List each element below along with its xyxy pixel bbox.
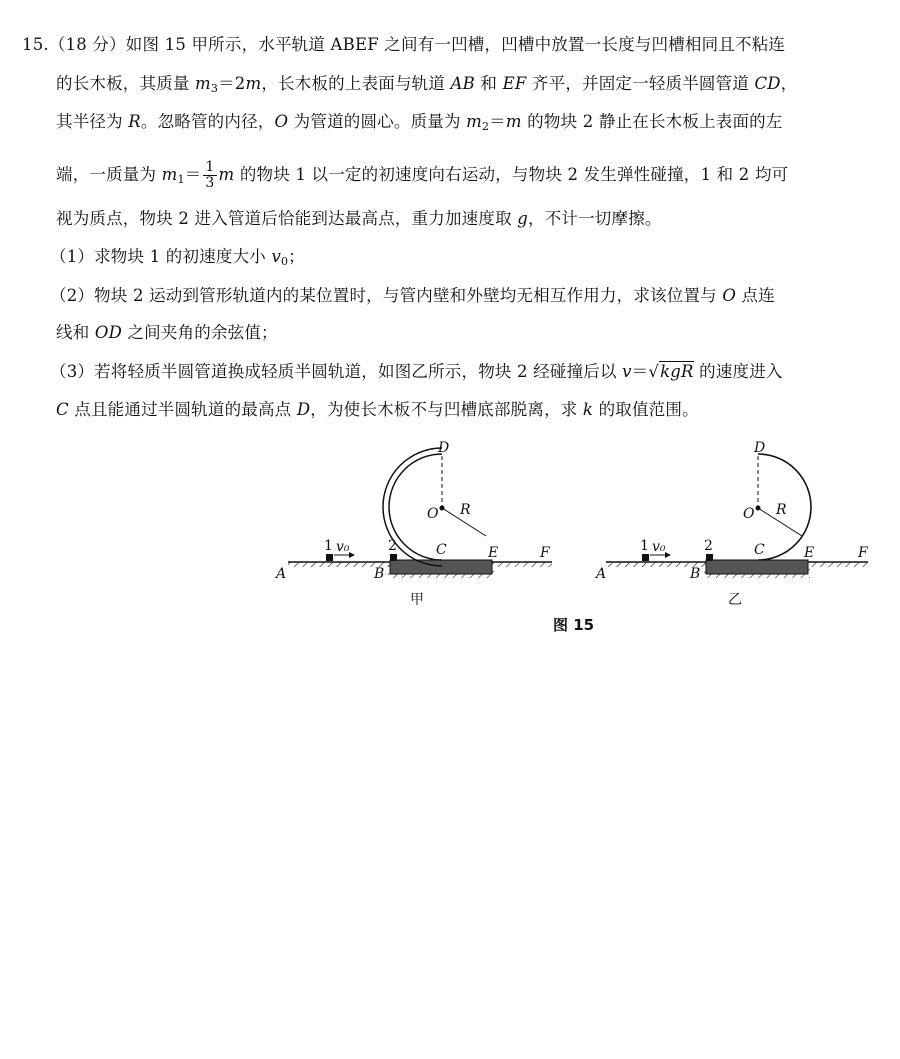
math-var: O (274, 112, 289, 131)
text: ，长木板的上表面与轨道 (261, 74, 451, 93)
ground-hatch (808, 562, 868, 567)
math-var: OD (94, 323, 123, 342)
math-var: D (296, 400, 311, 419)
block-1 (642, 554, 649, 561)
label-block-1: 1 (640, 538, 649, 554)
text: ＝ (489, 112, 506, 131)
label-c: C (754, 542, 765, 558)
text: 的物块 2 静止在长木板上表面的左 (521, 112, 783, 131)
text: ＝2 (218, 74, 246, 93)
text: ，为使长木板不与凹槽底部脱离，求 (310, 400, 583, 419)
long-board (706, 560, 808, 574)
label-r: R (460, 502, 471, 518)
question-3-line-2 (56, 402, 900, 418)
text: （2）物块 2 运动到管形轨道内的某位置时，与管内壁和外壁均无相互作用力，求该位置与 (50, 286, 723, 305)
text: 的取值范围。 (593, 400, 699, 419)
math-sub: 1 (177, 173, 185, 186)
problem-line-1 (22, 37, 872, 53)
label-r: R (776, 502, 787, 518)
problem-line-5 (56, 211, 900, 227)
text: ，不计一切摩擦。 (528, 209, 662, 228)
math-sub: 3 (210, 82, 219, 95)
figure-caption: 图 15 (553, 616, 595, 634)
text: （1）求物块 1 的初速度大小 (50, 247, 272, 266)
text: 点连 (736, 286, 775, 305)
text: ； (288, 247, 305, 266)
question-1 (50, 247, 900, 268)
label-yi: 乙 (728, 592, 742, 608)
figure-right (594, 440, 869, 608)
block-2 (706, 554, 713, 561)
problem-line-3 (56, 112, 900, 133)
text: 其半径为 (56, 112, 129, 131)
block-1 (326, 554, 333, 561)
problem-text: 如图 15 甲所示，水平轨道 ABEF 之间有一凹槽，凹槽中放置一长度与凹槽相同且不粘连 (125, 35, 786, 54)
text: 点且能通过半圆轨道的最高点 (68, 400, 297, 419)
text: 之间夹角的余弦值； (122, 323, 278, 342)
label-v0: v₀ (336, 539, 350, 555)
math-sub: 2 (481, 120, 490, 133)
problem-number: 15. (22, 35, 49, 54)
fraction-numerator: 1 (205, 159, 215, 175)
block-2 (390, 554, 397, 561)
figure-diagram (270, 438, 890, 638)
label-f: F (540, 545, 550, 561)
text: 和 (474, 74, 503, 93)
math-var: v (271, 247, 281, 266)
label-d: D (438, 440, 450, 456)
label-e: E (488, 545, 499, 561)
math-var: m (466, 112, 482, 131)
question-3-line-1 (50, 364, 900, 380)
math-var: m (195, 74, 211, 93)
text: （3）若将轻质半圆管道换成轻质半圆轨道，如图乙所示，物块 2 经碰撞后以 (50, 362, 623, 381)
text: 线和 (56, 323, 95, 342)
text: 齐平，并固定一轻质半圆管道 (526, 74, 755, 93)
label-o: O (743, 506, 755, 522)
text: 的物块 1 以一定的初速度向右运动，与物块 2 发生弹性碰撞，1 和 2 均可 (234, 165, 789, 184)
sqrt-content: kgR (660, 362, 694, 381)
label-block-1: 1 (324, 538, 333, 554)
text: 的长木板，其质量 (56, 74, 196, 93)
text: 为管道的圆心。质量为 (288, 112, 467, 131)
label-a: A (596, 566, 607, 582)
math-var: CD (754, 74, 781, 93)
sqrt-symbol: √ (648, 362, 660, 381)
math-sub: 0 (280, 255, 289, 268)
text: ＝ (184, 165, 202, 184)
math-var: R (128, 112, 141, 131)
label-o: O (427, 506, 439, 522)
label-block-2: 2 (704, 538, 713, 554)
ground-hatch (492, 562, 552, 567)
label-block-2: 2 (388, 538, 397, 554)
math-var: EF (502, 74, 527, 93)
problem-line-2 (56, 74, 900, 95)
text: 视为质点，物块 2 进入管道后恰能到达最高点，重力加速度取 (56, 209, 518, 228)
label-b: B (690, 566, 701, 582)
math-var: m (218, 165, 235, 184)
problem-score: （18 分） (48, 35, 126, 54)
math-var: m (245, 74, 262, 93)
label-v0: v₀ (652, 539, 666, 555)
text: 端，一质量为 (56, 165, 162, 184)
figure-15 (270, 438, 890, 638)
figure-left (274, 440, 552, 608)
text: ＝ (631, 362, 649, 381)
math-var: AB (450, 74, 475, 93)
math-var: m (161, 165, 178, 184)
label-b: B (374, 566, 385, 582)
fraction-denominator: 3 (205, 175, 215, 191)
math-var: C (56, 400, 69, 419)
math-var: m (505, 112, 522, 131)
label-c: C (436, 542, 447, 558)
question-2-line-1 (50, 288, 900, 304)
text: ， (780, 74, 798, 93)
text: 。忽略管的内径， (140, 112, 275, 131)
label-f: F (858, 545, 868, 561)
math-var: v (622, 362, 632, 381)
problem-line-4 (56, 160, 900, 191)
math-var: k (582, 400, 594, 419)
label-a: A (276, 566, 287, 582)
fraction (203, 160, 216, 191)
text: 的速度进入 (693, 362, 783, 381)
label-jia: 甲 (410, 592, 424, 608)
math-var: O (722, 286, 737, 305)
label-e: E (804, 545, 815, 561)
question-2-line-2 (56, 325, 900, 341)
label-d: D (754, 440, 766, 456)
long-board (390, 560, 492, 574)
math-var: g (517, 209, 528, 228)
